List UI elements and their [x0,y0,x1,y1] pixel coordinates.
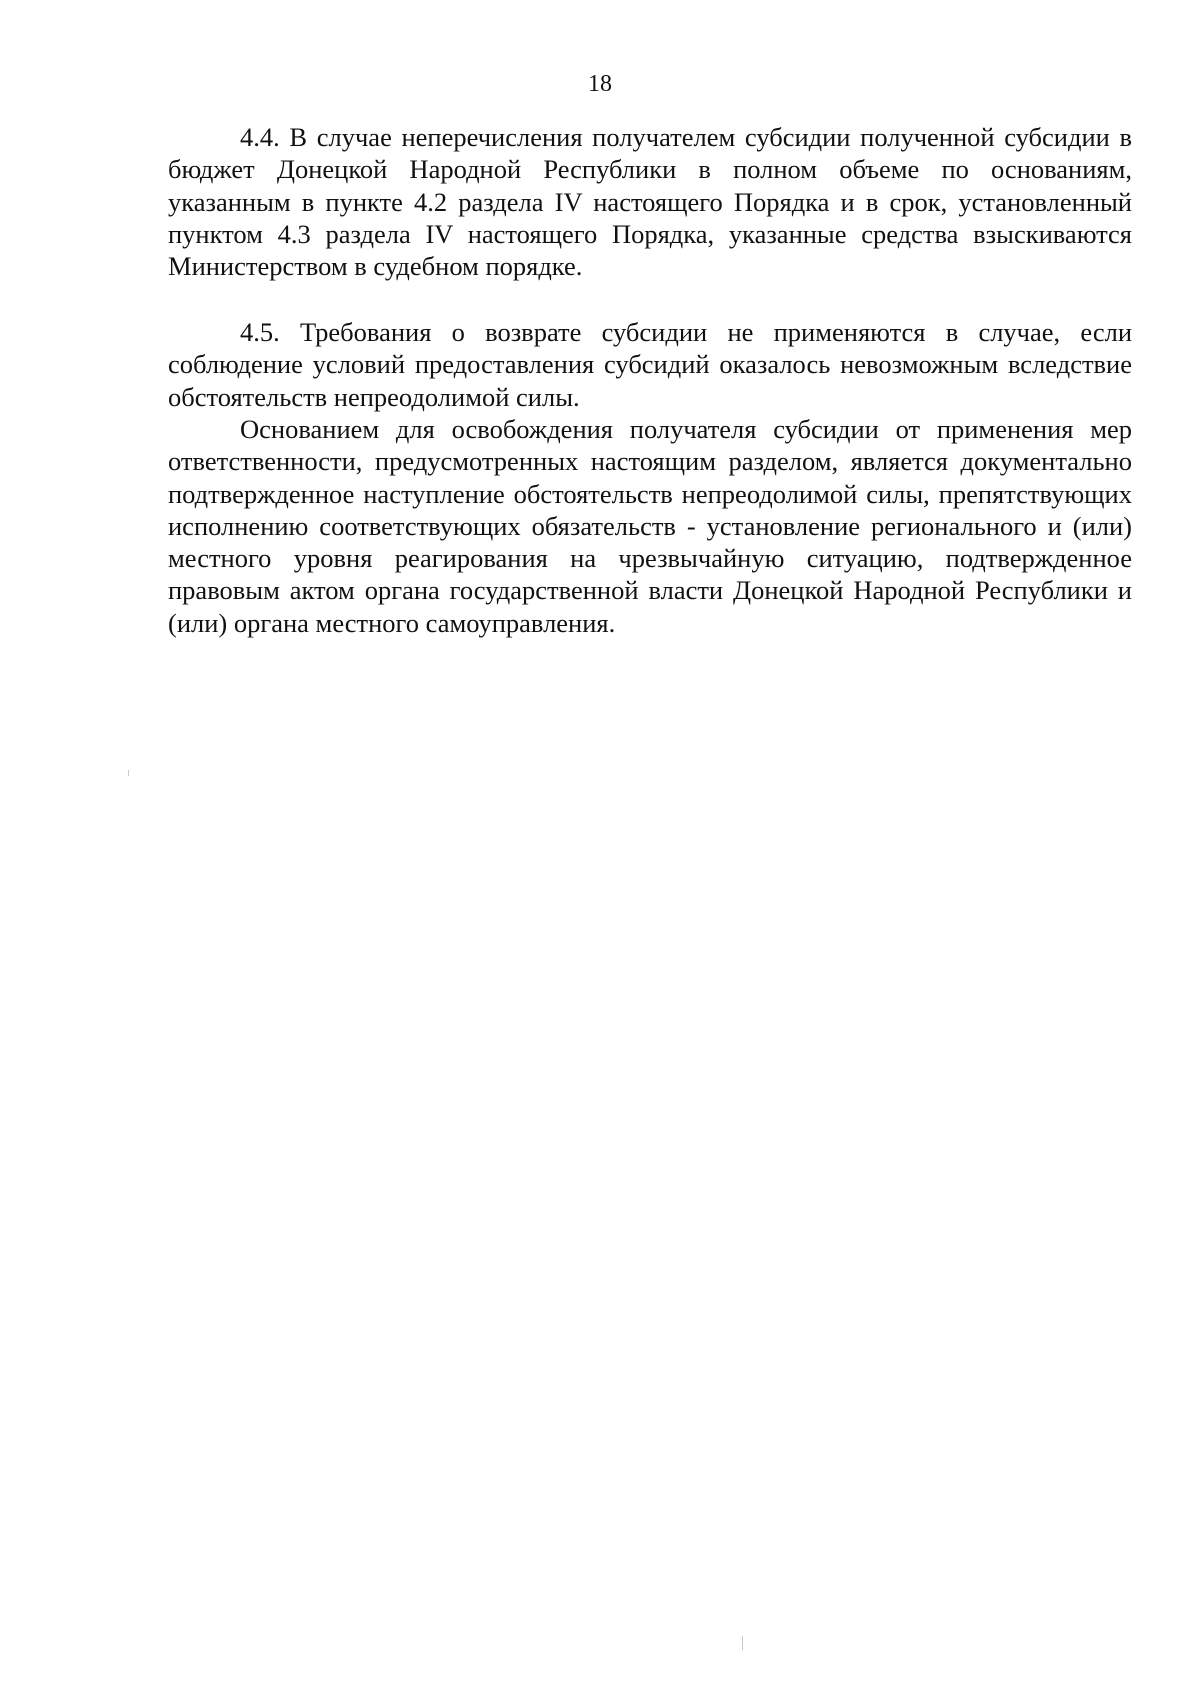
paragraph-4-4: 4.4. В случае неперечисления получателем субсидии полученной субсидии в бюджет Донецкой Народной Республики в полном объеме по основаниям, указанным в пункте 4.2 раздела IV настоящего Порядка и в срок, установленный пунктом 4.3 раздела IV настоящего Порядка, указанные средства взыскиваются Министерством в судебном порядке. [168,122,1132,282]
paragraph-4-5: 4.5. Требования о возврате субсидии не применяются в случае, если соблюдение условий предоставления субсидий оказалось невозможным вследствие обстоятельств непреодолимой силы. [168,317,1132,412]
page-number: 18 [588,71,612,97]
paragraph-exemption-grounds: Основанием для освобождения получателя субсидии от применения мер ответственности, предусмотренных настоящим разделом, является документально подтвержденное наступление обстоятельств непреодолимой силы, препятствующих исполнению соответствующих обязательств - установление регионального и (или) местного уровня реагирования на чрезвычайную ситуацию, подтвержденное правовым актом органа государственной власти Донецкой Народной Республики и (или) органа местного самоуправления. [168,414,1132,638]
scan-artifact [742,1636,743,1650]
section-4-4 [168,121,1132,282]
section-4-5 [168,316,1132,413]
scan-artifact [128,770,129,776]
section-4-5-exemption [168,413,1132,639]
